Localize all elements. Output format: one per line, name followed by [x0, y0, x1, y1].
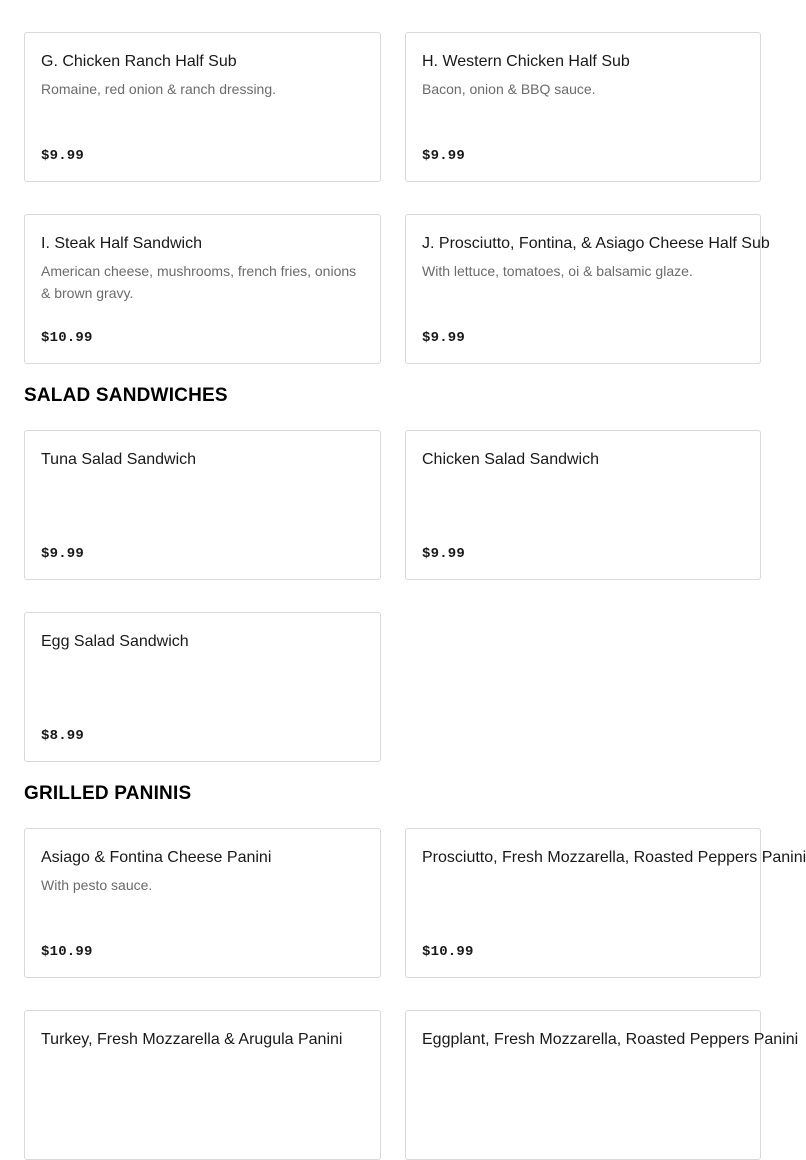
menu-item-price: $9.99	[41, 148, 85, 164]
menu-item-card[interactable]	[24, 612, 381, 762]
menu-item-name: J. Prosciutto, Fontina, & Asiago Cheese Half Sub	[422, 235, 770, 252]
menu-item-price: $9.99	[422, 330, 466, 346]
menu-item-card[interactable]	[405, 214, 770, 364]
menu-section-half-subs	[24, 0, 770, 364]
menu-item-name: H. Western Chicken Half Sub	[422, 53, 630, 70]
menu-item-name: Asiago & Fontina Cheese Panini	[41, 849, 272, 866]
menu-item-card[interactable]	[24, 430, 381, 580]
menu-item-price: $9.99	[41, 546, 85, 562]
menu-item-grid	[24, 430, 761, 762]
menu-item-card[interactable]	[405, 1010, 799, 1160]
menu-section-salad-sandwiches	[24, 382, 761, 762]
menu-item-card[interactable]	[405, 32, 761, 182]
menu-item-name: G. Chicken Ranch Half Sub	[41, 53, 237, 70]
menu-item-description: With pesto sauce.	[41, 877, 153, 893]
menu-item-name: Chicken Salad Sandwich	[422, 451, 599, 468]
menu-item-description: Bacon, onion & BBQ sauce.	[422, 81, 596, 97]
menu-item-name: Tuna Salad Sandwich	[41, 451, 197, 468]
section-title: SALAD SANDWICHES	[24, 385, 228, 406]
menu-item-grid	[24, 828, 806, 1160]
menu-item-name: Eggplant, Fresh Mozzarella, Roasted Peppers Panini	[422, 1031, 799, 1048]
menu-item-name: Prosciutto, Fresh Mozzarella, Roasted Peppers Panini	[422, 849, 806, 866]
menu-item-description: Romaine, red onion & ranch dressing.	[41, 81, 277, 97]
menu-item-card[interactable]	[405, 828, 806, 978]
menu-item-name: Egg Salad Sandwich	[41, 633, 189, 650]
menu-item-price: $8.99	[41, 728, 85, 744]
menu-item-card[interactable]	[24, 1010, 381, 1160]
menu-item-card[interactable]	[24, 214, 381, 364]
menu-item-card[interactable]	[405, 430, 761, 580]
menu-item-name: Turkey, Fresh Mozzarella & Arugula Panini	[41, 1031, 343, 1048]
menu-item-card[interactable]	[24, 32, 381, 182]
menu-item-price: $9.99	[422, 546, 466, 562]
menu-section-grilled-paninis	[24, 780, 806, 1160]
menu-item-name: I. Steak Half Sandwich	[41, 235, 202, 252]
menu-item-description: American cheese, mushrooms, french fries, onions & brown gravy.	[41, 263, 357, 301]
section-title: GRILLED PANINIS	[24, 783, 192, 804]
menu-item-card[interactable]	[24, 828, 381, 978]
menu-item-price: $10.99	[41, 944, 93, 960]
menu-item-price: $10.99	[41, 330, 93, 346]
menu-item-price: $9.99	[422, 148, 466, 164]
menu-item-grid	[24, 0, 770, 364]
menu-item-description: With lettuce, tomatoes, oi & balsamic glaze.	[422, 263, 693, 279]
menu-content	[24, 0, 806, 1160]
menu-item-price: $10.99	[422, 944, 474, 960]
